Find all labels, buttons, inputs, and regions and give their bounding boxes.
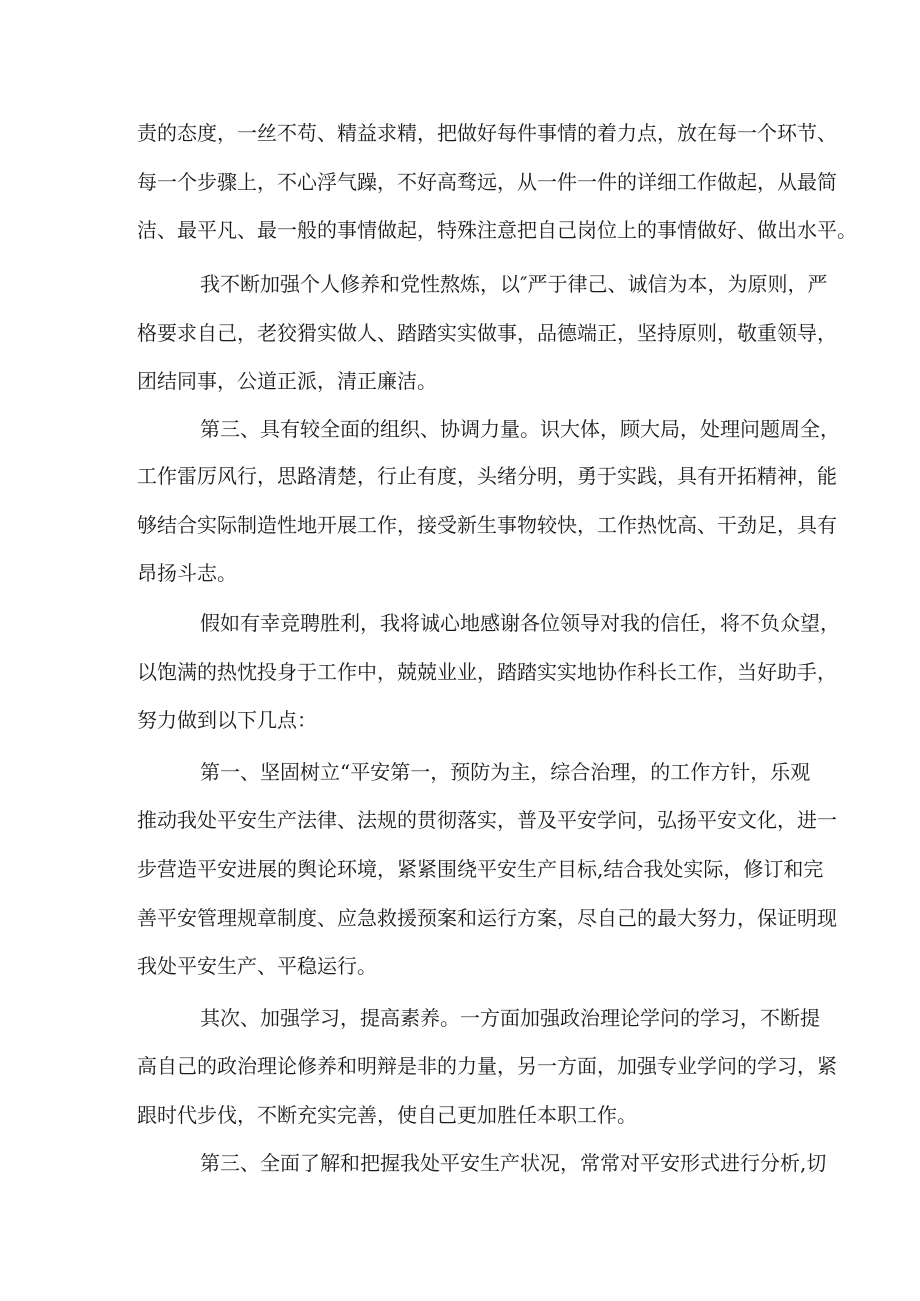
paragraph-5-line-3: 步营造平安进展的舆论环境，紧紧围绕平安生产目标,结合我处实际，修订和完 [137,857,824,881]
paragraph-5-line-1: 第一、坚固树立“平安第一，预防为主，综合治理，的工作方针，乐观 [200,760,811,784]
paragraph-2-line-1: 我不断加强个人修养和党性熬炼，以″严于律己、诚信为本，为原则，严 [200,272,828,296]
paragraph-2-line-3: 团结同事，公道正派，清正廉洁。 [137,369,437,393]
paragraph-4-line-1: 假如有幸竞聘胜利，我将诚心地感谢各位领导对我的信任，将不负众望， [200,611,840,635]
paragraph-1-line-1: 责的态度，一丝不苟、精益求精，把做好每件事情的着力点，放在每一个环节、 [137,121,837,145]
paragraph-7-line-1: 第三、全面了解和把握我处平安生产状况，常常对平安形式进行分析,切 [200,1151,827,1175]
paragraph-1-line-2: 每一个步骤上，不心浮气躁，不好高骛远，从一件一件的详细工作做起，从最简 [137,170,837,194]
paragraph-3-line-1: 第三、具有较全面的组织、协调力量。识大体，顾大局，处理问题周全， [200,417,840,441]
paragraph-5-line-2: 推动我处平安生产法律、法规的贯彻落实，普及平安学问，弘扬平安文化，进一 [137,808,837,832]
paragraph-1-line-3: 洁、最平凡、最一般的事情做起，特殊注意把自己岗位上的事情做好、做出水平。 [137,218,857,242]
paragraph-4-line-2: 以饱满的热忱投身于工作中，兢兢业业，踏踏实实地协作科长工作，当好助手， [137,660,837,684]
paragraph-2-line-2: 格要求自己，老狡猾实做人、踏踏实实做事，品德端正，坚持原则，敬重领导， [137,321,837,345]
paragraph-3-line-4: 昂扬斗志。 [137,561,237,585]
paragraph-5-line-4: 善平安管理规章制度、应急救援预案和运行方案，尽自己的最大努力，保证明现 [137,906,837,930]
paragraph-6-line-1: 其次、加强学习，提高素养。一方面加强政治理论学问的学习，不断提 [200,1006,820,1030]
paragraph-6-line-3: 跟时代步伐，不断充实完善，使自己更加胜任本职工作。 [137,1103,637,1127]
paragraph-6-line-2: 高自己的政治理论修养和明辩是非的力量，另一方面，加强专业学问的学习，紧 [137,1054,837,1078]
paragraph-3-line-3: 够结合实际制造性地开展工作，接受新生事物较快，工作热忱高、干劲足，具有 [137,513,837,537]
paragraph-4-line-3: 努力做到以下几点： [137,708,317,732]
paragraph-5-line-5: 我处平安生产、平稳运行。 [137,954,377,978]
paragraph-3-line-2: 工作雷厉风行，思路清楚，行止有度，头绪分明，勇于实践，具有开拓精神，能 [137,464,837,488]
